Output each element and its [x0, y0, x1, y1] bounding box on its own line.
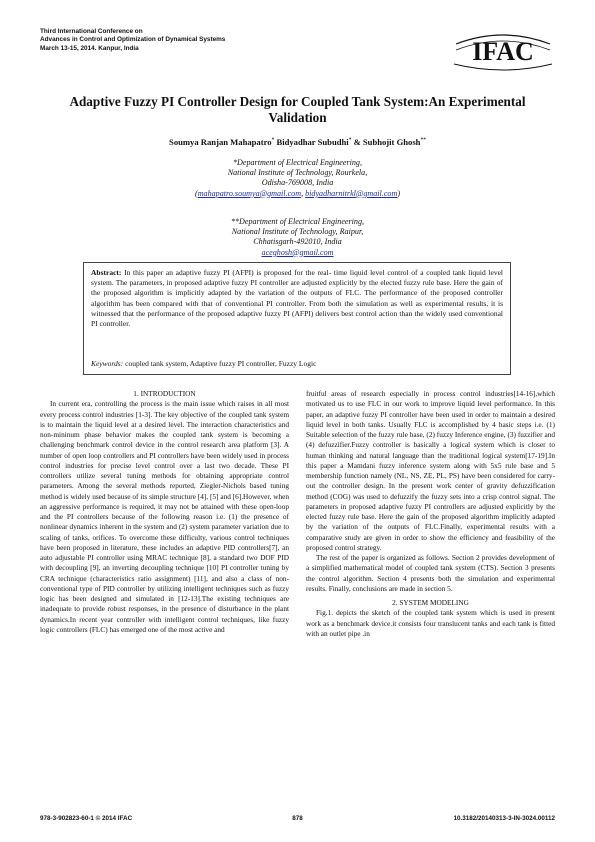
- affiliation-1-dept: *Department of Electrical Engineering,: [232, 158, 363, 167]
- paragraph: fruitful areas of research especially in process control industries[14-16],which motivated us to use FLC in our work to improve liquid level performance. In this paper, an adaptive fuzzy PI controller have been used in order to maintain a desired liquid level in both tanks. Usually FLC is accomplished by 4 basic steps i.e. (1) Suitable selection of the fuzzy rule base, (2) fuzzy Inference engine, (3) fuzzifier and (4) defuzzifier.Fuzzy controller is basically a logical system which is closer to human thinking and natural language than the traditional logical system[17-19].In this paper a Mamdani fuzzy inference system along with 5x5 rule base and 5 membership function namely (NL, NS, ZE, PL, PS) have been considered for carry-out the controller design. In the present work center of gravity defuzzification method (COG) was used to defuzzify the fuzzy sets into a crisp control signal. The parameters in proposed adaptive fuzzy PI controllers are adjusted explicitly by the elected fuzzy rule base. Here the gain of the proposed algorithm implicitly adapted by the variation of the outputs of FLC.Finally, experimental results with a comparative study are given in order to show the efficiency and feasibility of the proposed control strategy.: [306, 389, 555, 552]
- author-1: Soumya Ranjan Mahapatro: [169, 137, 272, 147]
- section-heading-system-modeling: 2. SYSTEM MODELING: [392, 598, 469, 607]
- author-1-mark: *: [271, 137, 275, 144]
- affiliation-1: [120, 158, 475, 199]
- ifac-logo: [448, 18, 558, 74]
- author-3: & Subhojit Ghosh: [351, 137, 421, 147]
- keywords: [91, 359, 316, 368]
- affiliation-2: [120, 217, 475, 258]
- email-close-paren: ): [397, 188, 401, 198]
- left-column: [40, 389, 289, 635]
- affiliation-1-city: Odisha-769008, India: [261, 178, 334, 188]
- conference-line-1: Third International Conference on: [40, 28, 143, 35]
- abstract-box: [83, 262, 511, 375]
- keywords-text: coupled tank system, Adaptive fuzzy PI controller, Fuzzy Logic: [123, 359, 317, 368]
- conference-dates: March 13-15, 2014. Kanpur, India: [40, 44, 139, 52]
- paper-title: Adaptive Fuzzy PI Controller Design for Coupled Tank System:An Experimental Validation: [69, 94, 526, 125]
- email-open-paren: (: [194, 188, 198, 198]
- paragraph: Fig.1. depicts the sketch of the coupled tank system which is used in present work as a benchmark device.it consists four translucent tanks and each tank is fitted with an outlet pipe .in: [306, 608, 555, 638]
- conference-header: [40, 28, 225, 53]
- abstract-text: In this paper an adaptive fuzzy PI (AFPI) is proposed for the real- time liquid level control of a coupled tank liquid level system. The parameters, in proposed adaptive fuzzy PI controller are adjusted explicitly by the elected fuzzy rule base. Here the gain of the proposed algorithm is implicitly adapted by the variation of the outputs of FLC. The performance of the proposed controller algorithm has been compared with that of conventional PI controller. From both the simulation as well as experimental results, it is witnessed that the performance of the proposed adaptive fuzzy PI (AFPI) delivers best control action than the widely used conventional PI controller.: [91, 268, 503, 329]
- author-2-mark: *: [348, 137, 352, 144]
- footer-doi: 10.3182/20140313-3-IN-3024.00112: [453, 815, 555, 822]
- section-heading-introduction: 1. INTRODUCTION: [133, 389, 196, 398]
- affiliation-1-institute: National Institute of Technology, Rourkela,: [227, 168, 368, 178]
- email-link-3[interactable]: aceghosh@gmail.com: [261, 247, 334, 257]
- paragraph: In current era, controlling the process is the main issue which raises in all most every process control industries [1-3]. The key objective of the coupled tank system is to maintain the liquid level at a desired level. The interaction characteristics and non-mininum phase behavior makes the coupled tank system is becoming a challenging benchmark control device in the control research area platform [3]. A number of open loop controllers and PI controllers have been widely used in process control industries for precise level control over a last two decade. These PI controllers utilize several tuning methods for obtaining appropriate control parameters. Among the several methods reported, Ziegler-Nichols based tuning method is widely used because of its simple structure [4], [5] and [6].However, when an aggressive performance is required, it may not be attained with these open-loop and the PI controllers because of the following reason i.e. (1) the presence of nonlinear dynamics inherent in the system and (2) system parameter variation due to scaling of tanks, orifices. To overcome these difficulty, various control techniques have been proposed in literature, these includes an adaptive PID controllers[7], an auto adjustable PI controller using MRAC technique [8], a standard two DOF PID with decoupling [9], an inverting decoupling technique [10] PI controller tuning by CRA technique (characteristics ratio assignment) [11], and also a class of non-conventional type of PID controller by utilizing intelligent techniques such as fuzzy logic has been designed and simulated in [12-13].The existing techniques are inadequate to provide robust responses, in the presence of disturbance in the plant dynamics.In recent year controller with intelligent control techniques, like fuzzy logic controllers (FLC) has emerged one of the most active and: [40, 399, 289, 634]
- keywords-label: Keywords:: [91, 359, 124, 368]
- affiliation-2-dept: **Department of Electrical Engineering,: [230, 217, 365, 226]
- conference-line-2: Advances in Control and Optimization of Dynamical Systems: [40, 36, 226, 44]
- abstract: [91, 268, 503, 329]
- email-separator: ,: [301, 188, 306, 198]
- abstract-label: Abstract:: [91, 268, 122, 277]
- author-list: [40, 137, 555, 147]
- footer-isbn: 978-3-902823-60-1 © 2014 IFAC: [40, 815, 133, 822]
- affiliation-2-city: Chhatisgarh-492010, India: [253, 237, 342, 247]
- footer-page-number: 878: [292, 815, 303, 822]
- email-link-2[interactable]: bidyadharnitrkl@gmail.com: [305, 188, 398, 198]
- paragraph: The rest of the paper is organized as follows. Section 2 provides development of a simplified mathematical model of coupled tank system (CTS). Section 3 presents the control algorithm. Section 4 presents both the simulation and experimental results. Finally, conclusions are made in section 5.: [306, 553, 555, 593]
- email-link-1[interactable]: mahapatro.soumya@gmail.com: [197, 188, 302, 198]
- author-2: Bidyadhar Subudhi: [274, 137, 349, 147]
- ifac-logo-text: IFAC: [472, 37, 534, 66]
- affiliation-2-institute: National Institute of Technology, Raipur,: [231, 227, 364, 237]
- right-column: [306, 389, 555, 639]
- author-3-mark: **: [420, 137, 426, 144]
